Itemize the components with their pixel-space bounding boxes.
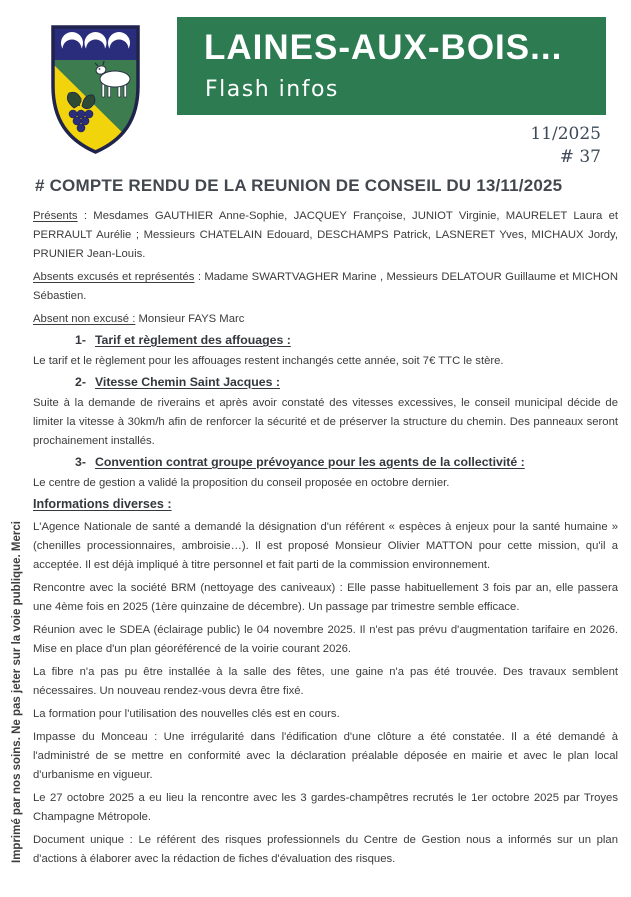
attendance-excused	[33, 268, 618, 306]
document-title: # COMPTE RENDU DE LA REUNION DE CONSEIL DU 13/11/2025	[35, 176, 563, 195]
section-3-heading	[33, 455, 618, 469]
attendance-present-text: : Mesdames GAUTHIER Anne-Sophie, JACQUEY Françoise, JUNIOT Virginie, MAURELET Laura et PERRAULT Aurélie ; Messieurs CHATELAIN Edouard, DESCHAMPS Patrick, LASNERET Yves, MICHAUX Jordy, PRUNIER Jean-Louis.	[33, 210, 618, 260]
attendance-excused-label: Absents excusés et représentés	[33, 271, 195, 283]
section-1-body: Le tarif et le règlement pour les affouages restent inchangés cette année, soit 7€ TTC le stère.	[33, 355, 504, 367]
commune-name: LAINES-AUX-BOIS...	[204, 28, 563, 67]
commune-coat-of-arms	[46, 22, 145, 158]
section-1-heading	[33, 333, 618, 347]
attendance-present-label: Présents	[33, 210, 78, 222]
issue-date: 11/2025	[530, 124, 601, 144]
newsletter-name: Flash infos	[205, 77, 339, 102]
section-2-heading	[33, 375, 618, 389]
section-1-number: 1-	[75, 333, 86, 347]
section-3-title: Convention contrat groupe prévoyance pour les agents de la collectivité :	[94, 455, 525, 469]
section-3-body: Le centre de gestion a validé la proposition du conseil proposée en octobre dernier.	[33, 477, 450, 489]
attendance-present	[33, 207, 618, 264]
attendance-unexcused-text: Monsieur FAYS Marc	[138, 313, 245, 325]
attendance-excused-text: : Madame SWARTVAGHER Marine , Messieurs DELATOUR Guillaume et MICHON Sébastien.	[33, 271, 618, 302]
misc-info-heading: Informations diverses :	[33, 497, 172, 511]
misc-paragraph-2: Rencontre avec la société BRM (nettoyage des caniveaux) : Elle passe habituellement 3 fois par an, elle passera une 4ème fois en 2025 (1ère quinzaine de décembre). Un passage par trimestre semble efficace.	[33, 582, 618, 613]
document-body	[33, 176, 618, 873]
misc-paragraph-6: Impasse du Monceau : Une irrégularité dans l'édification d'une clôture a été constatée. Il a été demandé à l'administré de se mettre en conformité avec la déclaration préalable déposée en mairie et avec le plan local d'urbanisme en vigueur.	[33, 731, 618, 781]
issue-number: # 37	[559, 147, 601, 167]
crescents-icon	[61, 32, 130, 59]
misc-paragraph-4: La fibre n'a pas pu être installée à la salle des fêtes, une gaine n'a pas été trouvée. Des travaux semblent nécessaires. Un nouveau rendez-vous devra être fixé.	[33, 666, 618, 697]
misc-paragraph-7: Le 27 octobre 2025 a eu lieu la rencontre avec les 3 gardes-champêtres recrutés le 1er octobre 2025 par Troyes Champagne Métropole.	[33, 792, 618, 823]
misc-paragraph-3: Réunion avec le SDEA (éclairage public) le 04 novembre 2025. Il n'est pas prévu d'augmentation tarifaire en 2026. Mise en place d'un plan géoréférencé de la voirie courant 2026.	[33, 624, 618, 655]
issue-info	[530, 123, 601, 169]
attendance-unexcused-label: Absent non excusé :	[33, 313, 136, 325]
coat-of-arms-icon	[46, 22, 145, 158]
section-2-title: Vitesse Chemin Saint Jacques :	[94, 375, 280, 389]
section-1-title: Tarif et règlement des affouages :	[94, 333, 291, 347]
print-note-vertical: Imprimé par nos soins. Ne pas jeter sur la voie publique. Merci	[11, 521, 23, 863]
misc-paragraph-1: L'Agence Nationale de santé a demandé la désignation d'un référent « espèces à enjeux pour la santé humaine » (chenilles processionnaires, ambroisie…). Il est proposé Monsieur Olivier MATTON pour cette mission, qu'il a acceptée. Il est déjà impliqué à titre personnel et fait parti de la commission environnement.	[33, 521, 618, 571]
section-2-body: Suite à la demande de riverains et après avoir constaté des vitesses excessives, le conseil municipal décide de limiter la vitesse à 30km/h afin de renforcer la sécurité et de préserver la structure du chemin. Des panneaux seront prochainement installés.	[33, 397, 618, 447]
misc-paragraph-8: Document unique : Le référent des risques professionnels du Centre de Gestion nous a informés sur un plan d'actions à élaborer avec la rédaction de fiches d'évaluation des risques.	[33, 834, 618, 865]
section-3-number: 3-	[75, 455, 86, 469]
masthead-banner	[177, 17, 606, 115]
attendance-unexcused	[33, 310, 618, 329]
misc-paragraph-5: La formation pour l'utilisation des nouvelles clés est en cours.	[33, 708, 340, 720]
section-2-number: 2-	[75, 375, 86, 389]
